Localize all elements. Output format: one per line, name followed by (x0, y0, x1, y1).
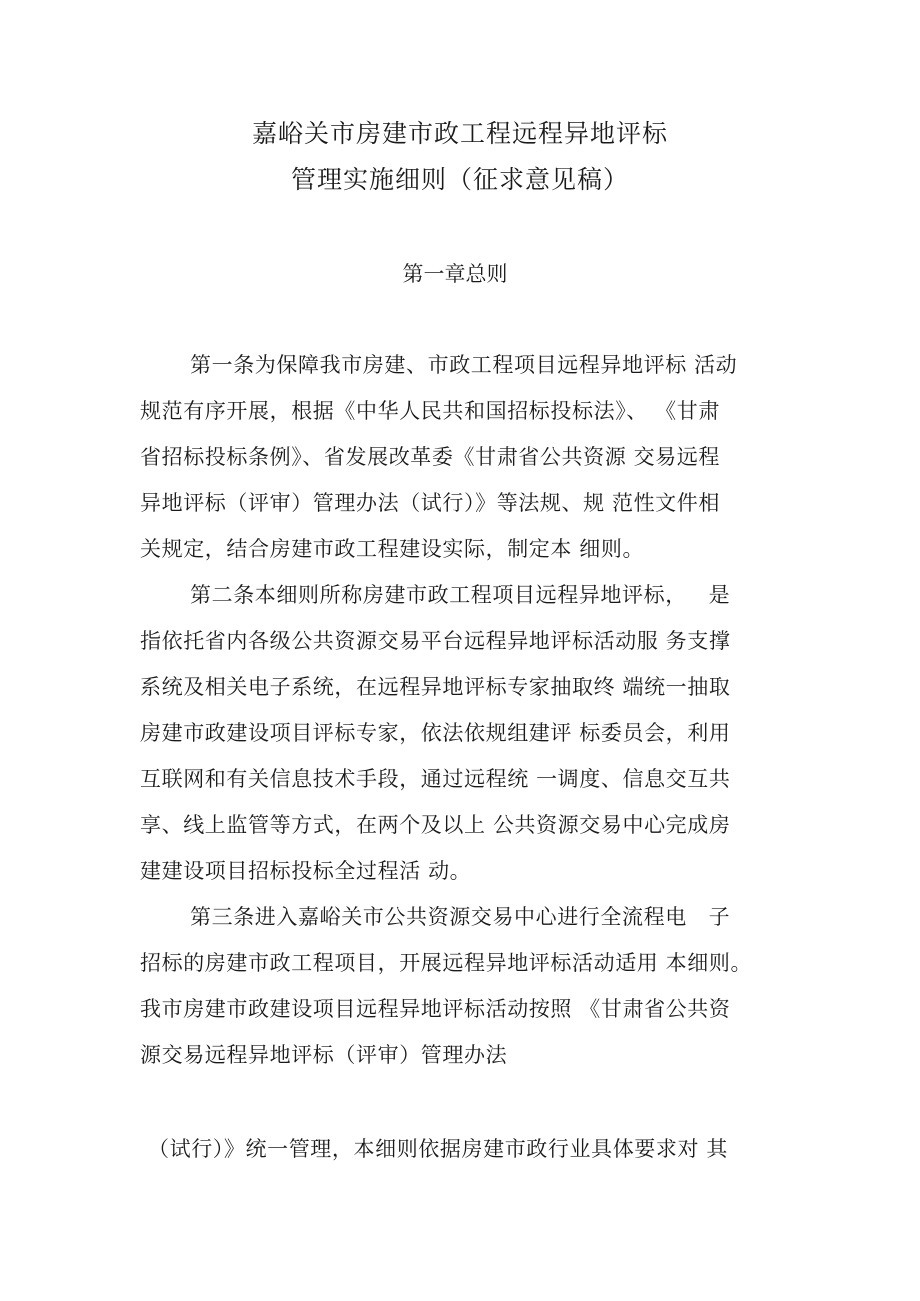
body-text-line: 第三条进入嘉峪关市公共资源交易中心进行全流程电 子 (190, 905, 731, 929)
chapter-heading: 第一章总则 (402, 262, 508, 286)
body-text-line: 享、线上监管等方式，在两个及以上 公共资源交易中心完成房 (140, 813, 731, 837)
document-title-line-1: 嘉峪关市房建市政工程远程异地评标 (251, 119, 668, 148)
body-text-line: 建建设项目招标投标全过程活 动。 (140, 859, 472, 883)
body-text-line: 规范有序开展，根据《中华人民共和国招标投标法》、 《甘肃 (140, 399, 720, 423)
body-text-line: 系统及相关电子系统，在远程异地评标专家抽取终 端统一抽取 (140, 675, 731, 699)
body-text-line: 关规定，结合房建市政工程建设实际，制定本 细则。 (140, 537, 645, 561)
body-text-line: 招标的房建市政工程项目，开展远程异地评标活动适用 本细则。 (140, 951, 753, 975)
body-text-line: 第一条为保障我市房建、市政工程项目远程异地评标 活动 (190, 353, 738, 377)
body-text-line: 房建市政建设项目评标专家，依法依规组建评 标委员会，利用 (140, 721, 731, 745)
document-title-line-2: 管理实施细则（征求意见稿） (290, 165, 629, 194)
body-text-line: 源交易远程异地评标（评审）管理办法 (140, 1043, 508, 1067)
body-text-line: 互联网和有关信息技术手段，通过远程统 一调度、信息交互共 (140, 767, 731, 791)
body-text-line: 第二条本细则所称房建市政工程项目远程异地评标， 是 (190, 583, 731, 607)
body-text-line: 省招标投标条例》、省发展改革委《甘肃省公共资源 交易远程 (140, 445, 720, 469)
body-text-line: 异地评标（评审）管理办法（试行）》等法规、规 范性文件相 (140, 491, 720, 515)
body-text-line: （试行）》统一管理，本细则依据房建市政行业具体要求对 其 (148, 1137, 728, 1161)
body-text-line: 指依托省内各级公共资源交易平台远程异地评标活动服 务支撑 (140, 629, 731, 653)
body-text-line: 我市房建市政建设项目远程异地评标活动按照 《甘肃省公共资 (140, 997, 731, 1021)
